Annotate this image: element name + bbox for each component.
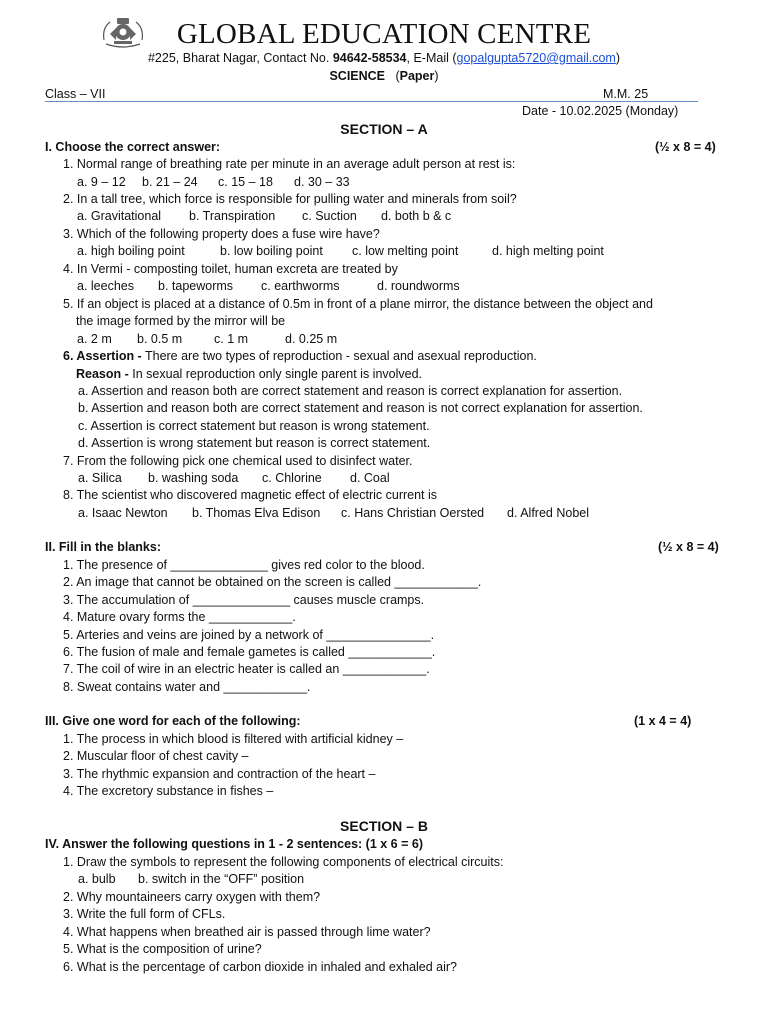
mcq-5-option-a: a. 2 m bbox=[77, 332, 112, 346]
mcq-5-option-d: d. 0.25 m bbox=[285, 332, 338, 346]
section-b-title: SECTION – B bbox=[340, 818, 428, 834]
mcq-7-option-d: d. Coal bbox=[350, 471, 390, 485]
assertion-text: There are two types of reproduction - sexual and asexual reproduction. bbox=[141, 349, 537, 363]
school-name: GLOBAL EDUCATION CENTRE bbox=[176, 18, 592, 50]
paper-label: Paper bbox=[399, 69, 435, 83]
q1-heading: I. Choose the correct answer: bbox=[45, 140, 221, 154]
mcq-6-option-b: b. Assertion and reason both are correct statement and reason is not correct explanation for assertion. bbox=[78, 401, 643, 415]
mcq-4-option-c: c. earthworms bbox=[261, 279, 340, 293]
one-word-2: 2. Muscular floor of chest cavity – bbox=[63, 749, 249, 763]
school-address bbox=[0, 50, 768, 67]
short-answer-1-option-a: a. bulb bbox=[78, 872, 116, 886]
mcq-6-option-c: c. Assertion is correct statement but reason is wrong statement. bbox=[78, 419, 430, 433]
mcq-4-option-a: a. leeches bbox=[77, 279, 134, 293]
mcq-6-assertion bbox=[63, 348, 537, 365]
mcq-8-question: 8. The scientist who discovered magnetic effect of electric current is bbox=[63, 488, 438, 502]
mcq-2-option-a: a. Gravitational bbox=[77, 209, 162, 223]
blank-1: 1. The presence of ______________ gives red color to the blood. bbox=[63, 558, 425, 572]
assertion-label: 6. Assertion - bbox=[63, 349, 142, 363]
class-label: Class – VII bbox=[45, 87, 106, 101]
contact-number: 94642-58534 bbox=[332, 51, 407, 65]
q3-marks: (1 x 4 = 4) bbox=[634, 714, 692, 728]
paper-close-paren: ) bbox=[434, 69, 439, 83]
address-text: #225, Bharat Nagar, Contact No. bbox=[147, 51, 333, 65]
blank-7: 7. The coil of wire in an electric heater is called an ____________. bbox=[63, 662, 430, 676]
exam-date: Date - 10.02.2025 (Monday) bbox=[522, 104, 679, 118]
blank-3: 3. The accumulation of ______________ causes muscle cramps. bbox=[63, 593, 425, 607]
mcq-8-option-a: a. Isaac Newton bbox=[78, 506, 168, 520]
mcq-7-option-a: a. Silica bbox=[78, 471, 122, 485]
q4-heading: IV. Answer the following questions in 1 - 2 sentences: (1 x 6 = 6) bbox=[45, 837, 423, 851]
blank-5: 5. Arteries and veins are joined by a network of _______________. bbox=[63, 628, 435, 642]
mcq-1-option-c: c. 15 – 18 bbox=[218, 175, 273, 189]
mcq-8-option-d: d. Alfred Nobel bbox=[507, 506, 589, 520]
short-answer-3: 3. Write the full form of CFLs. bbox=[63, 907, 226, 921]
mcq-1-option-b: b. 21 – 24 bbox=[142, 175, 198, 189]
mcq-3-question: 3. Which of the following property does a fuse wire have? bbox=[63, 227, 380, 241]
mcq-4-option-d: d. roundworms bbox=[377, 279, 460, 293]
section-a-title: SECTION – A bbox=[340, 121, 428, 137]
mcq-1-question: 1. Normal range of breathing rate per minute in an average adult person at rest is: bbox=[63, 157, 516, 171]
mcq-1-option-a: a. 9 – 12 bbox=[77, 175, 126, 189]
subject-line bbox=[0, 68, 768, 85]
mcq-3-option-a: a. high boiling point bbox=[77, 244, 185, 258]
mcq-2-option-b: b. Transpiration bbox=[189, 209, 276, 223]
mcq-3-option-c: c. low melting point bbox=[352, 244, 459, 258]
blank-2: 2. An image that cannot be obtained on the screen is called ____________. bbox=[63, 575, 482, 589]
mcq-4-option-b: b. tapeworms bbox=[158, 279, 234, 293]
mcq-5-option-b: b. 0.5 m bbox=[137, 332, 183, 346]
mcq-5-question-cont: the image formed by the mirror will be bbox=[76, 314, 286, 328]
reason-text: In sexual reproduction only single parent is involved. bbox=[128, 367, 423, 381]
mcq-7-question: 7. From the following pick one chemical used to disinfect water. bbox=[63, 454, 413, 468]
mcq-2-question: 2. In a tall tree, which force is responsible for pulling water and minerals from soil? bbox=[63, 192, 517, 206]
mcq-8-option-c: c. Hans Christian Oersted bbox=[341, 506, 485, 520]
email-prefix: , E-Mail ( bbox=[406, 51, 457, 65]
blank-8: 8. Sweat contains water and ____________. bbox=[63, 680, 311, 694]
short-answer-4: 4. What happens when breathed air is passed through lime water? bbox=[63, 925, 431, 939]
short-answer-5: 5. What is the composition of urine? bbox=[63, 942, 262, 956]
mcq-4-question: 4. In Vermi - composting toilet, human excreta are treated by bbox=[63, 262, 398, 276]
blank-4: 4. Mature ovary forms the ____________. bbox=[63, 610, 296, 624]
mcq-3-option-b: b. low boiling point bbox=[220, 244, 323, 258]
q3-heading: III. Give one word for each of the following: bbox=[45, 714, 301, 728]
mcq-6-option-d: d. Assertion is wrong statement but reason is correct statement. bbox=[78, 436, 431, 450]
header-divider bbox=[45, 101, 698, 102]
one-word-4: 4. The excretory substance in fishes – bbox=[63, 784, 274, 798]
mcq-3-option-d: d. high melting point bbox=[492, 244, 604, 258]
mcq-6-option-a: a. Assertion and reason both are correct statement and reason is correct explanation for assertion. bbox=[78, 384, 623, 398]
blank-6: 6. The fusion of male and female gametes is called ____________. bbox=[63, 645, 436, 659]
q2-heading: II. Fill in the blanks: bbox=[45, 540, 161, 554]
one-word-3: 3. The rhythmic expansion and contraction of the heart – bbox=[63, 767, 376, 781]
paper-open-paren: ( bbox=[395, 69, 400, 83]
short-answer-2: 2. Why mountaineers carry oxygen with them? bbox=[63, 890, 321, 904]
mcq-2-option-d: d. both b & c bbox=[381, 209, 452, 223]
reason-label: Reason - bbox=[76, 367, 129, 381]
mcq-7-option-c: c. Chlorine bbox=[262, 471, 322, 485]
mcq-8-option-b: b. Thomas Elva Edison bbox=[192, 506, 321, 520]
short-answer-1: 1. Draw the symbols to represent the following components of electrical circuits: bbox=[63, 855, 504, 869]
q1-marks: (½ x 8 = 4) bbox=[655, 140, 716, 154]
mcq-2-option-c: c. Suction bbox=[302, 209, 357, 223]
short-answer-6: 6. What is the percentage of carbon dioxide in inhaled and exhaled air? bbox=[63, 960, 458, 974]
mcq-5-question: 5. If an object is placed at a distance of 0.5m in front of a plane mirror, the distance between the object and bbox=[63, 297, 653, 311]
short-answer-1-option-b: b. switch in the “OFF” position bbox=[138, 872, 305, 886]
mcq-5-option-c: c. 1 m bbox=[214, 332, 249, 346]
max-marks: M.M. 25 bbox=[603, 87, 649, 101]
subject-name: SCIENCE bbox=[329, 69, 386, 83]
mcq-7-option-b: b. washing soda bbox=[148, 471, 239, 485]
q2-marks: (½ x 8 = 4) bbox=[658, 540, 719, 554]
mcq-1-option-d: d. 30 – 33 bbox=[294, 175, 350, 189]
email-link[interactable]: gopalgupta5720@gmail.com bbox=[456, 51, 616, 65]
email-suffix: ) bbox=[615, 51, 621, 65]
mcq-6-reason bbox=[76, 366, 422, 383]
one-word-1: 1. The process in which blood is filtered with artificial kidney – bbox=[63, 732, 404, 746]
